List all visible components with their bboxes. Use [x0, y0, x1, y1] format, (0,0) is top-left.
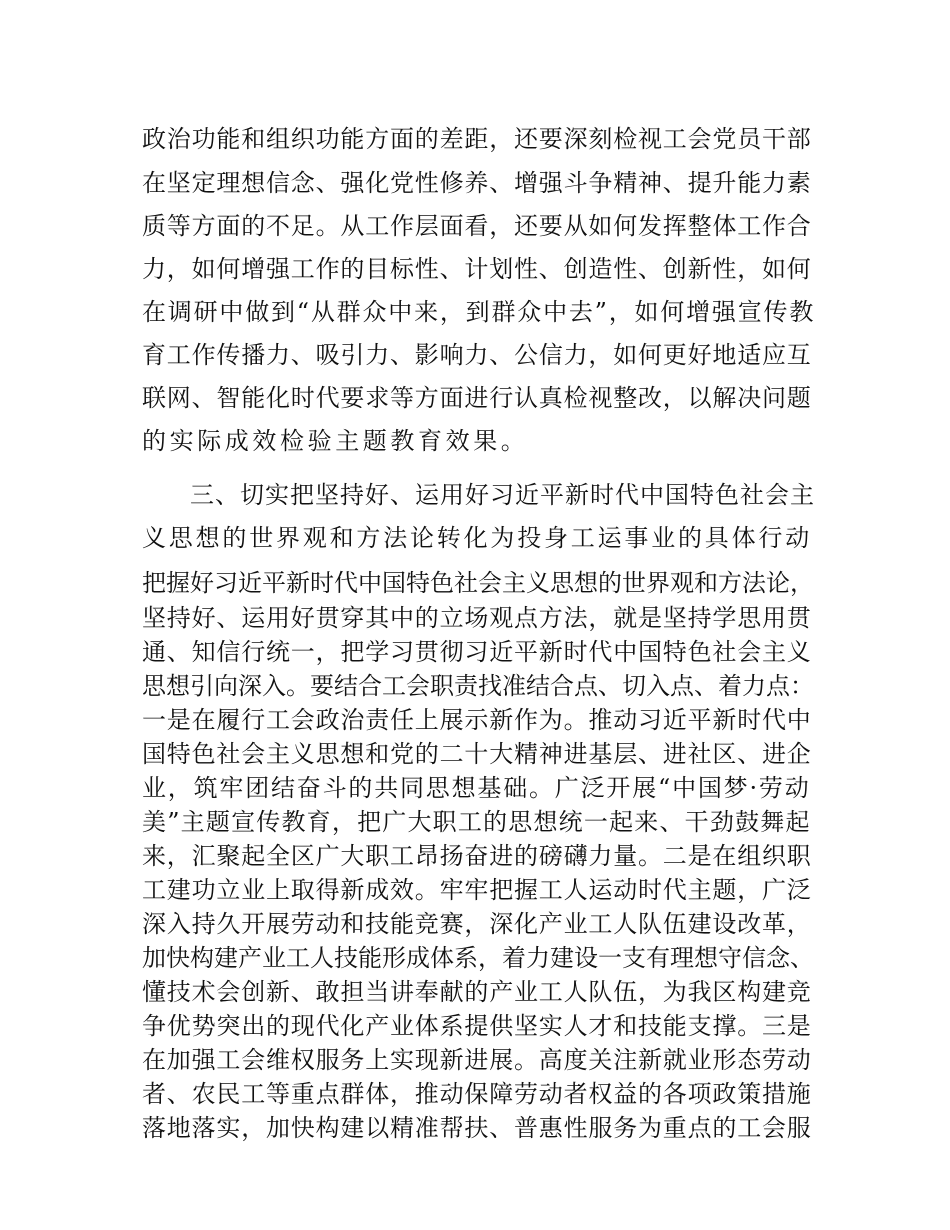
paragraph-line: 业，筑牢团结奋斗的共同思想基础。广泛开展“中国梦·劳动	[142, 774, 811, 802]
paragraph-line: 把握好习近平新时代中国特色社会主义思想的世界观和方法论，	[142, 569, 814, 597]
paragraph-line: 懂技术会创新、敢担当讲奉献的产业工人队伍，为我区构建竞	[142, 978, 812, 1006]
paragraph-line: 争优势突出的现代化产业体系提供坚实人才和技能支撑。三是	[142, 1012, 812, 1040]
paragraph-line: 美”主题宣传教育，把广大职工的思想统一起来、干劲鼓舞起	[142, 808, 811, 836]
heading-line: 三、切实把坚持好、运用好习近平新时代中国特色社会主	[190, 481, 815, 509]
paragraph-line: 的实际成效检验主题教育效果。	[142, 427, 529, 455]
paragraph-line: 通、知信行统一，把学习贯彻习近平新时代中国特色社会主义	[142, 638, 812, 666]
paragraph-line: 政治功能和组织功能方面的差距，还要深刻检视工会党员干部	[142, 125, 812, 153]
paragraph-line: 质等方面的不足。从工作层面看，还要从如何发挥整体工作合	[142, 212, 812, 240]
paragraph-line: 工建功立业上取得新成效。牢牢把握工人运动时代主题，广泛	[142, 876, 812, 904]
paragraph-line: 者、农民工等重点群体，推动保障劳动者权益的各项政策措施	[142, 1080, 812, 1108]
paragraph-line: 在坚定理想信念、强化党性修养、增强斗争精神、提升能力素	[142, 169, 812, 197]
paragraph-line: 来，汇聚起全区广大职工昂扬奋进的磅礴力量。二是在组织职	[142, 842, 812, 870]
paragraph-line: 在加强工会维权服务上实现新进展。高度关注新就业形态劳动	[142, 1046, 812, 1074]
paragraph-line: 思想引向深入。要结合工会职责找准结合点、切入点、着力点：	[142, 672, 814, 700]
paragraph-line: 联网、智能化时代要求等方面进行认真检视整改，以解决问题	[142, 384, 812, 412]
paragraph-line: 坚持好、运用好贯穿其中的立场观点方法，就是坚持学思用贯	[142, 604, 812, 632]
paragraph-line: 育工作传播力、吸引力、影响力、公信力，如何更好地适应互	[142, 341, 812, 369]
heading-line: 义思想的世界观和方法论转化为投身工运事业的具体行动	[142, 524, 812, 552]
paragraph-line: 加快构建产业工人技能形成体系，着力建设一支有理想守信念、	[142, 944, 814, 972]
paragraph-line: 一是在履行工会政治责任上展示新作为。推动习近平新时代中	[142, 706, 812, 734]
paragraph-line: 力，如何增强工作的目标性、计划性、创造性、创新性，如何	[142, 255, 812, 283]
paragraph-line: 在调研中做到“从群众中来，到群众中去”，如何增强宣传教	[142, 298, 816, 326]
paragraph-line: 国特色社会主义思想和党的二十大精神进基层、进社区、进企	[142, 740, 812, 768]
paragraph-line: 落地落实，加快构建以精准帮扶、普惠性服务为重点的工会服	[142, 1114, 812, 1142]
paragraph-line: 深入持久开展劳动和技能竞赛，深化产业工人队伍建设改革，	[142, 910, 812, 938]
